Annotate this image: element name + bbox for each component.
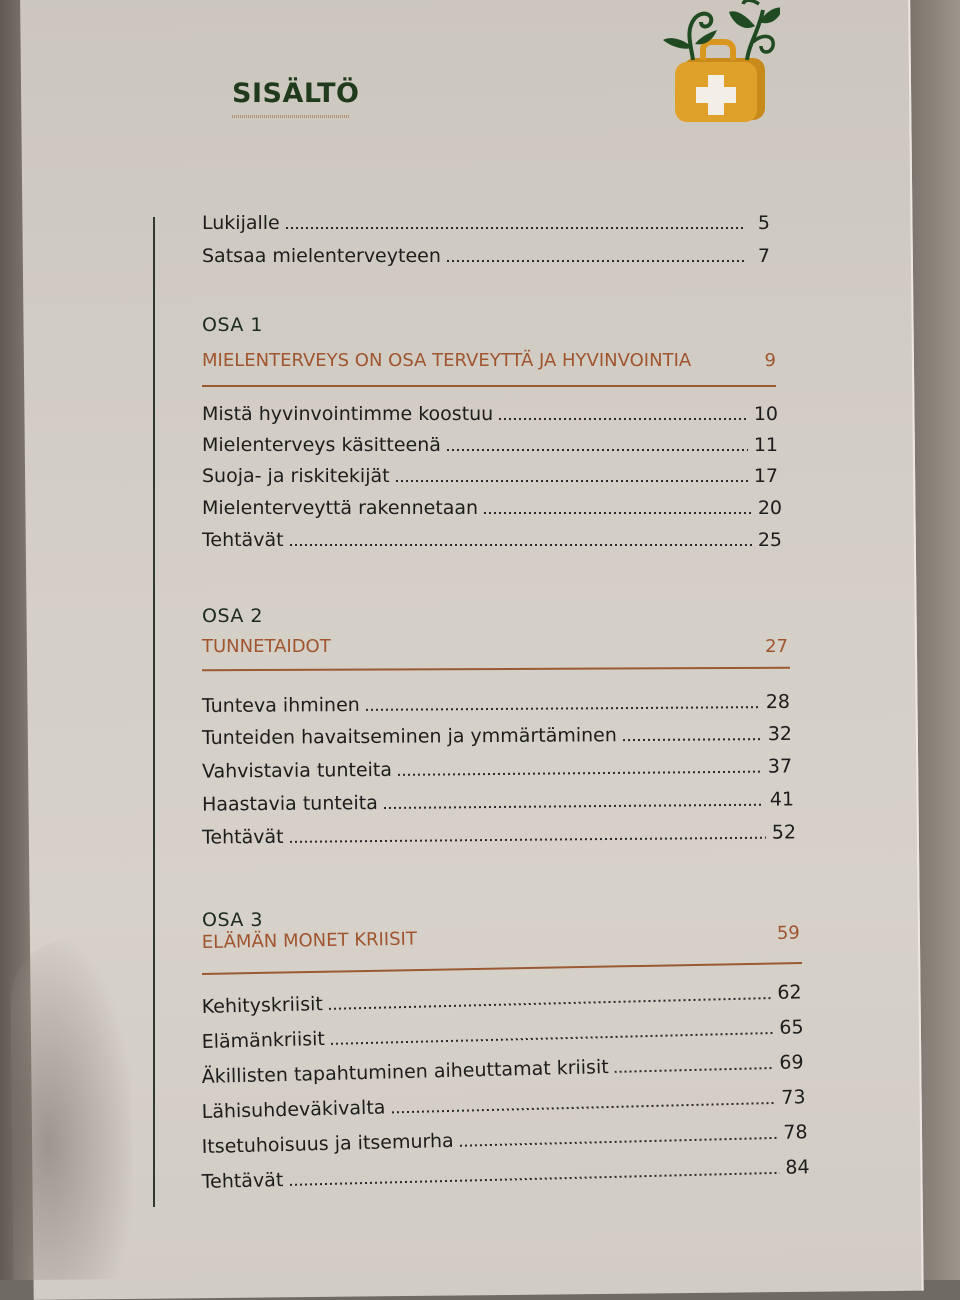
first-aid-kit-with-plants-icon: [655, 0, 780, 125]
toc-entry[interactable]: [202, 788, 794, 815]
toc-entry-label: Itsetuhoisuus ja itsemurha: [201, 1129, 454, 1158]
toc-entry-label: Kehityskriisit: [201, 993, 324, 1018]
leader-dots: [289, 1172, 779, 1186]
toc-entry-label: Vahvistavia tunteita: [201, 758, 393, 783]
leader-dots: [615, 1067, 774, 1073]
leader-dots: [447, 260, 744, 262]
toc-entry[interactable]: [202, 245, 770, 267]
toc-entry[interactable]: [202, 212, 770, 234]
toc-entry-page: 11: [753, 434, 778, 456]
leader-dots: [329, 997, 772, 1010]
toc-entry-page: 32: [767, 722, 793, 746]
leader-dots: [447, 449, 748, 451]
toc-entry-page: 41: [769, 788, 795, 811]
toc-entry-label: Lähisuhdeväkivalta: [201, 1096, 386, 1123]
toc-entry[interactable]: [202, 529, 782, 551]
toc-entry-page: 69: [779, 1051, 804, 1074]
toc-entry-label: Tunteva ihminen: [201, 693, 360, 718]
toc-entry-label: Tehtävät: [202, 529, 284, 551]
toc-entry-page: 5: [757, 212, 770, 234]
leader-dots: [460, 1137, 778, 1147]
part-page: 9: [764, 350, 776, 371]
toc-entry-label: Suoja- ja riskitekijät: [202, 465, 390, 487]
toc-entry-label: Tehtävät: [201, 1169, 284, 1193]
page-title: SISÄLTÖ: [232, 78, 360, 109]
leader-dots: [391, 1102, 775, 1113]
toc-entry-label: Satsaa mielenterveyteen: [202, 245, 441, 267]
part-heading[interactable]: [202, 636, 788, 657]
toc-entry-label: Elämänkriisit: [201, 1027, 326, 1053]
toc-entry[interactable]: [202, 403, 778, 425]
toc-entry[interactable]: [202, 723, 792, 749]
part-rule: [202, 667, 790, 672]
toc-entry-label: Lukijalle: [202, 212, 280, 234]
toc-entry-label: Mistä hyvinvointimme koostuu: [202, 403, 494, 425]
toc-entry-page: 17: [753, 465, 778, 487]
part-number: OSA 1: [202, 314, 263, 336]
toc-entry[interactable]: [202, 821, 796, 848]
leader-dots: [623, 738, 762, 741]
leader-dots: [499, 418, 748, 420]
toc-entry-label: Mielenterveyttä rakennetaan: [202, 497, 479, 519]
toc-entry[interactable]: [201, 1121, 807, 1158]
leader-dots: [396, 480, 748, 482]
toc-entry[interactable]: [201, 1016, 803, 1053]
toc-entry-label: Tehtävät: [201, 825, 284, 849]
toc-entry-label: Haastavia tunteita: [201, 792, 378, 816]
part-page: 27: [765, 636, 788, 657]
toc-entry-page: 62: [777, 981, 802, 1004]
part-title: ELÄMÄN MONET KRIISIT: [201, 928, 418, 953]
part-title: TUNNETAIDOT: [202, 636, 331, 657]
leader-dots: [366, 706, 760, 711]
leader-dots: [286, 227, 744, 229]
toc-entry-page: 7: [757, 245, 770, 267]
toc-entry-page: 28: [765, 690, 791, 714]
toc-entry[interactable]: [202, 691, 790, 717]
toc-entry-label: Äkillisten tapahtuminen aiheuttamat kriisit: [201, 1056, 609, 1088]
part-title: MIELENTERVEYS ON OSA TERVEYTTÄ JA HYVINVOINTIA: [202, 350, 692, 371]
leader-dots: [290, 544, 752, 546]
toc-entry-label: Mielenterveys käsitteenä: [202, 434, 441, 456]
toc-entry[interactable]: [202, 497, 782, 519]
toc-entry-page: 20: [757, 497, 782, 519]
leader-dots: [484, 512, 752, 514]
part-rule: [202, 962, 802, 975]
leader-dots: [331, 1032, 774, 1045]
toc-entry[interactable]: [202, 434, 778, 456]
part-number: OSA 2: [202, 605, 263, 627]
part-number: OSA 3: [202, 909, 263, 931]
toc-entry[interactable]: [202, 755, 792, 782]
toc-entry-page: 37: [767, 755, 793, 778]
part-heading[interactable]: [202, 923, 800, 953]
title-underline: [232, 115, 350, 118]
toc-entry-label: Tunteiden havaitseminen ja ymmärtäminen: [201, 724, 617, 750]
leader-dots: [398, 771, 762, 776]
toc-entry[interactable]: [202, 465, 778, 487]
part-rule: [202, 385, 776, 387]
toc-entry-page: 10: [753, 403, 778, 425]
toc-entry[interactable]: [201, 1051, 803, 1088]
toc-entry-page: 65: [779, 1016, 804, 1039]
toc-entry-page: 52: [771, 821, 797, 844]
part-heading[interactable]: [202, 350, 776, 371]
leader-dots: [290, 837, 766, 843]
toc-entry[interactable]: [201, 981, 801, 1018]
toc-entry[interactable]: [201, 1086, 805, 1123]
part-page: 59: [776, 922, 800, 944]
toc-entry-page: 78: [783, 1121, 808, 1144]
toc-entry[interactable]: [201, 1156, 809, 1193]
leader-dots: [384, 804, 764, 809]
toc-entry-page: 84: [785, 1156, 810, 1179]
toc-entry-page: 73: [781, 1086, 806, 1109]
toc-entry-page: 25: [757, 529, 782, 551]
margin-rule: [153, 217, 155, 1207]
